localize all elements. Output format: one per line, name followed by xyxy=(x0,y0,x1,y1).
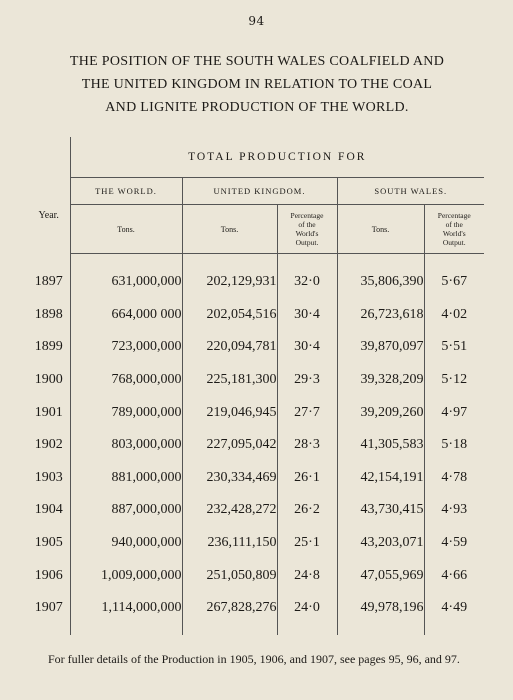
title-line: THE UNITED KINGDOM IN RELATION TO THE COAL xyxy=(81,77,433,92)
sw-percentage-cell: 4·97 xyxy=(441,404,468,420)
uk-percentage-cell: 30·4 xyxy=(277,299,337,332)
year-header: Year. xyxy=(28,178,70,254)
year-cell: 1902 xyxy=(28,429,70,462)
corner-cell xyxy=(28,137,70,178)
year-cell: 1907 xyxy=(28,592,70,625)
year-cell: 1900 xyxy=(28,364,70,397)
sw-percentage-cell: 5·12 xyxy=(441,372,468,388)
page-title xyxy=(22,50,492,119)
world-tons-cell: 940,000,000 xyxy=(70,527,182,560)
sw-percentage-cell: 4·49 xyxy=(441,600,468,616)
uk-tons-cell: 232,428,272 xyxy=(182,494,277,527)
world-tons-cell: 723,000,000 xyxy=(70,331,182,364)
year-cell: 1898 xyxy=(28,299,70,332)
uk-tons-cell: 202,129,931 xyxy=(182,266,277,299)
world-tons-cell: 1,009,000,000 xyxy=(70,559,182,592)
uk-percentage-cell: 24·8 xyxy=(277,559,337,592)
uk-tons-cell: 219,046,945 xyxy=(182,396,277,429)
year-cell: 1899 xyxy=(28,331,70,364)
uk-percentage-cell: 32·0 xyxy=(277,266,337,299)
year-cell: 1903 xyxy=(28,462,70,495)
uk-tons-cell: 251,050,809 xyxy=(182,559,277,592)
uk-percentage-cell: 29·3 xyxy=(277,364,337,397)
sw-tons-cell: 43,203,071 xyxy=(337,527,424,560)
uk-percentage-cell: 30·4 xyxy=(277,331,337,364)
uk-tons-header: Tons. xyxy=(182,205,277,254)
table-row xyxy=(28,299,484,332)
world-tons-cell: 887,000,000 xyxy=(70,494,182,527)
table-row xyxy=(28,266,484,299)
title-line: THE POSITION OF THE SOUTH WALES COALFIELD AND xyxy=(69,54,445,69)
sw-percentage-cell: 5·67 xyxy=(441,274,468,290)
sw-percentage-cell: 5·51 xyxy=(441,339,468,355)
uk-tons-cell: 227,095,042 xyxy=(182,429,277,462)
year-cell: 1904 xyxy=(28,494,70,527)
table-row xyxy=(28,527,484,560)
table-row xyxy=(28,494,484,527)
sw-percentage-cell: 4·93 xyxy=(441,502,468,518)
table-row xyxy=(28,364,484,397)
uk-tons-cell: 225,181,300 xyxy=(182,364,277,397)
uk-percentage-cell: 26·1 xyxy=(277,462,337,495)
footnote xyxy=(30,650,490,668)
sw-group-header: SOUTH WALES. xyxy=(337,178,484,205)
year-cell: 1906 xyxy=(28,559,70,592)
world-tons-cell: 664,000 000 xyxy=(70,299,182,332)
sw-tons-header: Tons. xyxy=(337,205,424,254)
table-row xyxy=(28,592,484,625)
percentage-header-text: Percentage of the World's Output. xyxy=(437,211,471,247)
sw-percentage-cell: 4·66 xyxy=(441,567,468,583)
uk-tons-cell: 267,828,276 xyxy=(182,592,277,625)
uk-group-header: UNITED KINGDOM. xyxy=(182,178,337,205)
year-cell: 1901 xyxy=(28,396,70,429)
world-tons-cell: 631,000,000 xyxy=(70,266,182,299)
world-tons-header: Tons. xyxy=(70,205,182,254)
table-row xyxy=(28,331,484,364)
title-line: AND LIGNITE PRODUCTION OF THE WORLD. xyxy=(105,100,409,115)
sw-tons-cell: 43,730,415 xyxy=(337,494,424,527)
uk-percentage-cell: 25·1 xyxy=(277,527,337,560)
total-production-header: TOTAL PRODUCTION FOR xyxy=(70,137,484,178)
uk-percentage-cell: 28·3 xyxy=(277,429,337,462)
year-cell: 1897 xyxy=(28,266,70,299)
sw-percentage-cell: 4·59 xyxy=(441,535,468,551)
table-row xyxy=(28,429,484,462)
uk-tons-cell: 230,334,469 xyxy=(182,462,277,495)
uk-percentage-cell: 26·2 xyxy=(277,494,337,527)
sw-tons-cell: 47,055,969 xyxy=(337,559,424,592)
year-cell: 1905 xyxy=(28,527,70,560)
sw-tons-cell: 39,870,097 xyxy=(337,331,424,364)
uk-percentage-cell: 24·0 xyxy=(277,592,337,625)
table-row xyxy=(28,559,484,592)
sw-tons-cell: 26,723,618 xyxy=(337,299,424,332)
sw-percentage-cell: 4·78 xyxy=(441,469,468,485)
production-table xyxy=(28,137,484,635)
world-tons-cell: 768,000,000 xyxy=(70,364,182,397)
table-row xyxy=(28,396,484,429)
table-row xyxy=(28,462,484,495)
sw-percentage-cell: 5·18 xyxy=(441,437,468,453)
sw-tons-cell: 49,978,196 xyxy=(337,592,424,625)
uk-percentage-cell: 27·7 xyxy=(277,396,337,429)
world-tons-cell: 803,000,000 xyxy=(70,429,182,462)
world-tons-cell: 881,000,000 xyxy=(70,462,182,495)
world-tons-cell: 1,114,000,000 xyxy=(70,592,182,625)
sw-percentage-cell: 4·02 xyxy=(441,306,468,322)
uk-tons-cell: 202,054,516 xyxy=(182,299,277,332)
world-group-header: THE WORLD. xyxy=(70,178,182,205)
sw-percentage-header xyxy=(424,205,484,254)
sw-tons-cell: 39,328,209 xyxy=(337,364,424,397)
world-tons-cell: 789,000,000 xyxy=(70,396,182,429)
uk-percentage-header xyxy=(277,205,337,254)
sw-tons-cell: 42,154,191 xyxy=(337,462,424,495)
uk-tons-cell: 236,111,150 xyxy=(182,527,277,560)
footnote-text: For fuller details of the Production in 1905, 1906, and 1907, see pages 95, 96, and 97. xyxy=(48,652,460,666)
sw-tons-cell: 39,209,260 xyxy=(337,396,424,429)
percentage-header-text: Percentage of the World's Output. xyxy=(290,211,324,247)
sw-tons-cell: 41,305,583 xyxy=(337,429,424,462)
page-number: 94 xyxy=(248,14,265,28)
uk-tons-cell: 220,094,781 xyxy=(182,331,277,364)
sw-tons-cell: 35,806,390 xyxy=(337,266,424,299)
